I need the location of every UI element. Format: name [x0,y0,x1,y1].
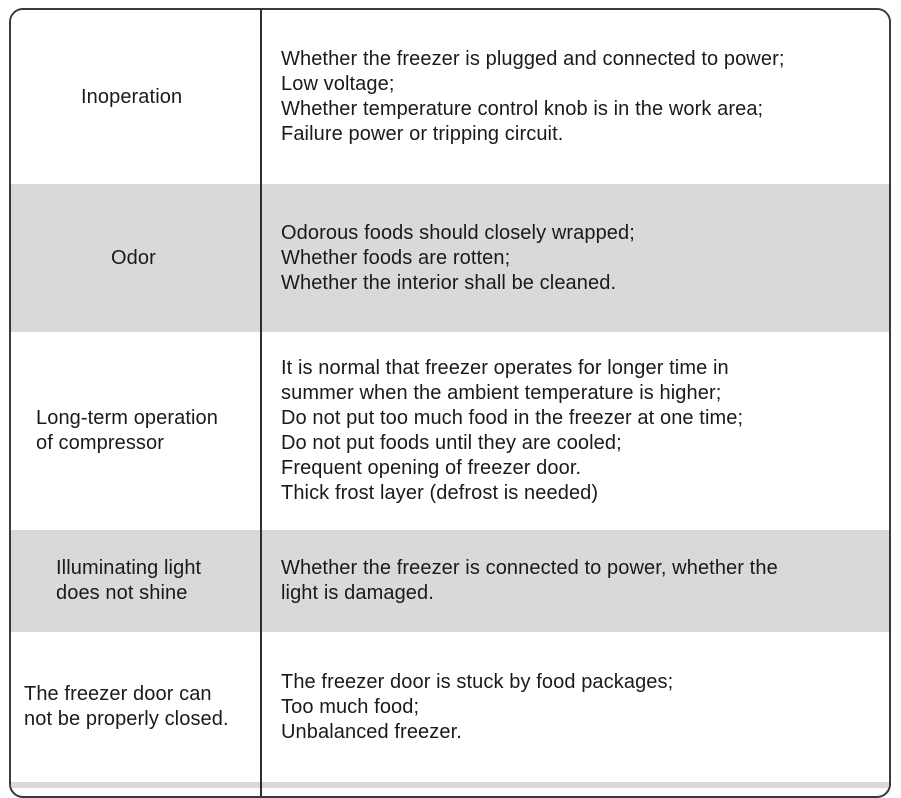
problem-label [81,85,182,110]
problem-text: does not shine [56,582,188,604]
problem-text: of compressor [36,432,165,454]
cause-line: Do not put foods until they are cooled; [281,432,622,454]
cause-line: Whether the interior shall be cleaned. [281,271,617,294]
problem-text: Inoperation [81,85,183,108]
problem-label [36,406,218,456]
cause-line: light is damaged. [281,582,434,604]
causes-cell [262,184,889,332]
cause-line: Whether the freezer is plugged and connected to power; [281,48,785,70]
problem-cell [11,332,260,530]
problem-label [56,556,201,606]
problem-text: Illuminating light [56,557,202,579]
cause-line: Whether foods are rotten; [281,246,511,269]
causes-cell [262,10,889,184]
problem-cell [11,184,260,332]
troubleshooting-table [9,8,891,798]
cause-line: Failure power or tripping circuit. [281,123,564,145]
cause-line: The freezer door is stuck by food packages; [281,670,674,693]
problem-label [24,682,229,732]
cause-line: Do not put too much food in the freezer at one time; [281,407,744,429]
table-row-long-term-operation [11,332,889,530]
causes-list [281,47,785,147]
cause-line: Whether temperature control knob is in the work area; [281,98,764,120]
causes-list [281,221,635,296]
table-row-odor [11,184,889,332]
problem-text: The freezer door can [24,683,212,705]
cause-line: Thick frost layer (defrost is needed) [281,482,599,504]
table-row-illuminating-light [11,530,889,632]
problem-text: Long-term operation [36,407,219,429]
causes-list [281,556,778,606]
cause-line: Odorous foods should closely wrapped; [281,221,635,244]
problem-cell [11,632,260,782]
problem-text: Odor [111,246,156,269]
column-divider [260,10,262,796]
cause-line: summer when the ambient temperature is higher; [281,382,722,404]
problem-cell [11,530,260,632]
problem-cell [11,10,260,184]
problem-label [111,246,156,271]
causes-list [281,670,673,745]
problem-text: not be properly closed. [24,708,229,730]
cause-line: Frequent opening of freezer door. [281,457,582,479]
causes-list [281,356,743,506]
cause-line: Too much food; [281,695,420,718]
cause-line: Whether the freezer is connected to power, whether the [281,557,778,579]
next-row-band [11,782,889,788]
cause-line: Low voltage; [281,73,395,95]
table-row-door-not-closed [11,632,889,782]
table-row-inoperation [11,10,889,184]
cause-line: Unbalanced freezer. [281,720,462,743]
causes-cell [262,530,889,632]
causes-cell [262,332,889,530]
cause-line: It is normal that freezer operates for longer time in [281,357,729,379]
causes-cell [262,632,889,782]
